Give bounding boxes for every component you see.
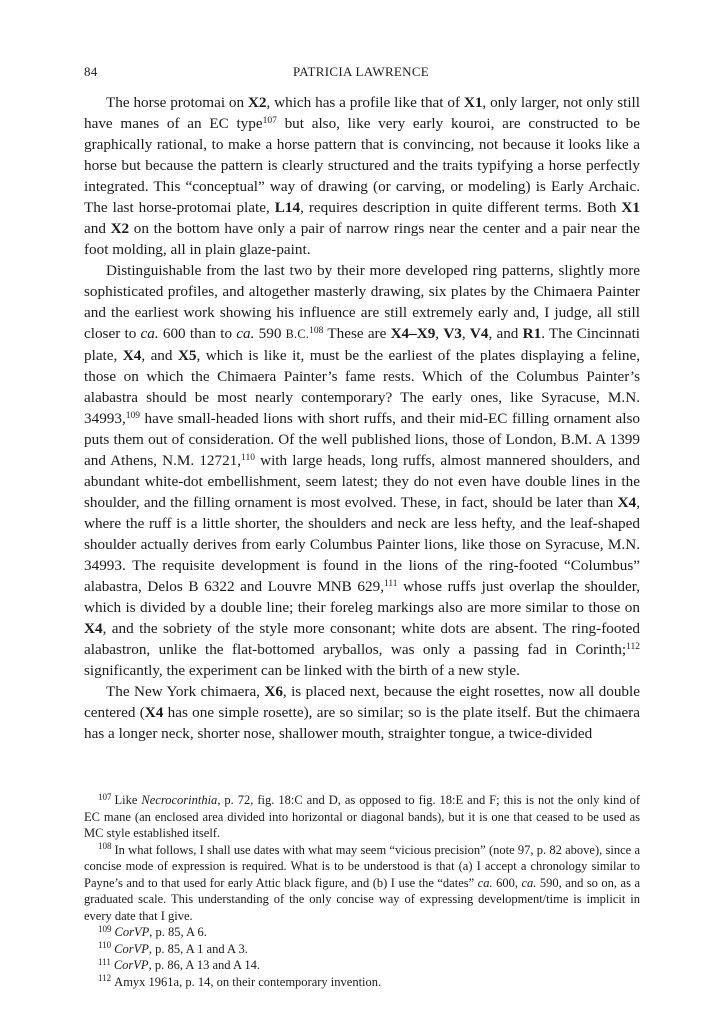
footnote-number: 111 xyxy=(98,956,111,967)
footnote-ref: 111 xyxy=(384,578,398,589)
footnote-ref: 107 xyxy=(262,115,277,126)
footnote-ref: 110 xyxy=(241,452,255,463)
catalog-ref: L14 xyxy=(274,199,301,216)
catalog-ref: X5 xyxy=(177,347,197,364)
catalog-ref: X4 xyxy=(122,347,142,364)
catalog-ref: X2 xyxy=(247,94,267,111)
footnote-ref: 109 xyxy=(125,410,141,421)
footnote-109: $^{109}$ CorVP, p. 85, A 6. xyxy=(98,923,207,939)
catalog-ref: X6 xyxy=(264,683,283,700)
catalog-ref: V3 xyxy=(443,325,462,342)
footnote-108: $^{108}$ In what follows, I shall use dates with what may seem “vicious precision” (note 97, p. 82 above), since a concise mode of expression is required. What is to be understood is that (a) I accept a chronology similar to Payne’s and to that used for early Attic black figure, and (b) I use the “dates” ca. 600, ca. 590, and so on, as a graduated scale. This understanding of the only concise way of expressing development/time is implicit in every date that I give. xyxy=(84,841,641,923)
catalog-ref: X2 xyxy=(110,220,130,237)
main-text xyxy=(84,92,640,744)
page-number: 84 xyxy=(84,64,98,79)
catalog-ref: X4–X9 xyxy=(390,325,436,342)
footnote-number: 109 xyxy=(98,923,112,934)
footnote-ref: 112 xyxy=(626,641,640,652)
footnote-number: 110 xyxy=(98,940,112,951)
catalog-ref: X4 xyxy=(617,494,637,511)
footnote-110: $^{110}$ CorVP, p. 85, A 1 and A 3. xyxy=(98,940,248,956)
paragraph-2: Distinguishable from the last two by their more developed ring patterns, slightly more sophisticated profiles, and altogether masterly drawing, six plates by the Chimaera Painter and the earliest work showing his influence are still extremely early and, I judge, all still closer to ca. 600 than to ca. 590 B.C.$^{108}$ These are X4–X9, V3, V4, and R1. The Cincinnati plate, X4, and X5, which is like it, must be the earliest of the plates displaying a feline, those on which the Chimaera Painter’s fame rests. Which of the Columbus Painter’s alabastra should be most nearly contemporary? The early ones, like Syracuse, M.N. 34993,$^{109}$ have small-headed lions with short ruffs, and their mid-EC filling ornament also puts them out of consideration. Of the well published lions, those of London, B.M. A 1399 and Athens, N.M. 12721,$^{110}$ with large heads, long ruffs, almost mannered shoulders, and abundant white-dot embellishment, seem latest; they do not even have double lines in the shoulder, and the filling ornament is most evolved. These, in fact, should be later than X4, where the ruff is a little shorter, the shoulders and neck are less hefty, and the leaf-shaped shoulder actually derives from early Columbus Painter lions, like those on Syracuse, M.N. 34993. The requisite development is found in the lions of the ring-footed “Columbus” alabastra, Delos B 6322 and Louvre MNB 629,$^{111}$ whose ruffs just overlap the shoulder, which is divided by a double line; their foreleg markings also are more similar to those on X4, and the sobriety of the style more consonant; white dots are absent. The ring-footed alabastron, unlike the flat-bottomed aryballos, was only a passing fad in Corinth;$^{112}$ significantly, the experiment can be linked with the birth of a new style. xyxy=(84,262,641,679)
footnote-number: 108 xyxy=(98,841,112,852)
catalog-ref: V4 xyxy=(469,325,489,342)
catalog-ref: X1 xyxy=(621,199,640,216)
footnote-ref: 108 xyxy=(309,325,324,336)
paragraph-1: The horse protomai on X2, which has a profile like that of X1, only larger, not only still have manes of an EC type$^{107}$ but also, like very early kouroi, are constructed to be graphically rational, to make a horse pattern that is convincing, not because it looks like a horse but because the pattern is clearly structured and the traits typifying a horse perfectly integrated. This “conceptual” way of drawing (or carving, or modeling) is Early Archaic. The last horse-protomai plate, L14, requires description in quite different terms. Both X1 and X2 on the bottom have only a pair of narrow rings near the center and a pair near the foot molding, all in plain glaze-paint. xyxy=(84,94,640,258)
footnotes xyxy=(84,792,640,990)
era-abbr: B.C. xyxy=(285,327,310,341)
catalog-ref: X4 xyxy=(84,620,103,637)
paragraph-3: The New York chimaera, X6, is placed next, because the eight rosettes, now all double centered (X4 has one simple rosette), are so similar; so is the plate itself. But the chimaera has a longer neck, shorter nose, shallower mouth, straighter tongue, a twice-divided xyxy=(84,683,640,742)
catalog-ref: X1 xyxy=(463,94,483,111)
page-header xyxy=(84,64,638,82)
footnote-112: $^{112}$ Amyx 1961a, p. 14, on their contemporary invention. xyxy=(98,973,382,989)
footnote-number: 112 xyxy=(98,973,112,984)
running-head: PATRICIA LAWRENCE xyxy=(292,64,430,79)
catalog-ref: X4 xyxy=(144,704,164,721)
footnote-111: $^{111}$ CorVP, p. 86, A 13 and A 14. xyxy=(98,956,261,972)
footnote-number: 107 xyxy=(98,791,112,802)
catalog-ref: R1 xyxy=(522,325,542,342)
footnote-107: $^{107}$ Like Necrocorinthia, p. 72, fig. 18:C and D, as opposed to fig. 18:E and F; this is not the only kind of EC mane (an enclosed area divided into horizontal or diagonal bands), but it is one that ceased to be used as MC style established itself. xyxy=(84,791,640,840)
